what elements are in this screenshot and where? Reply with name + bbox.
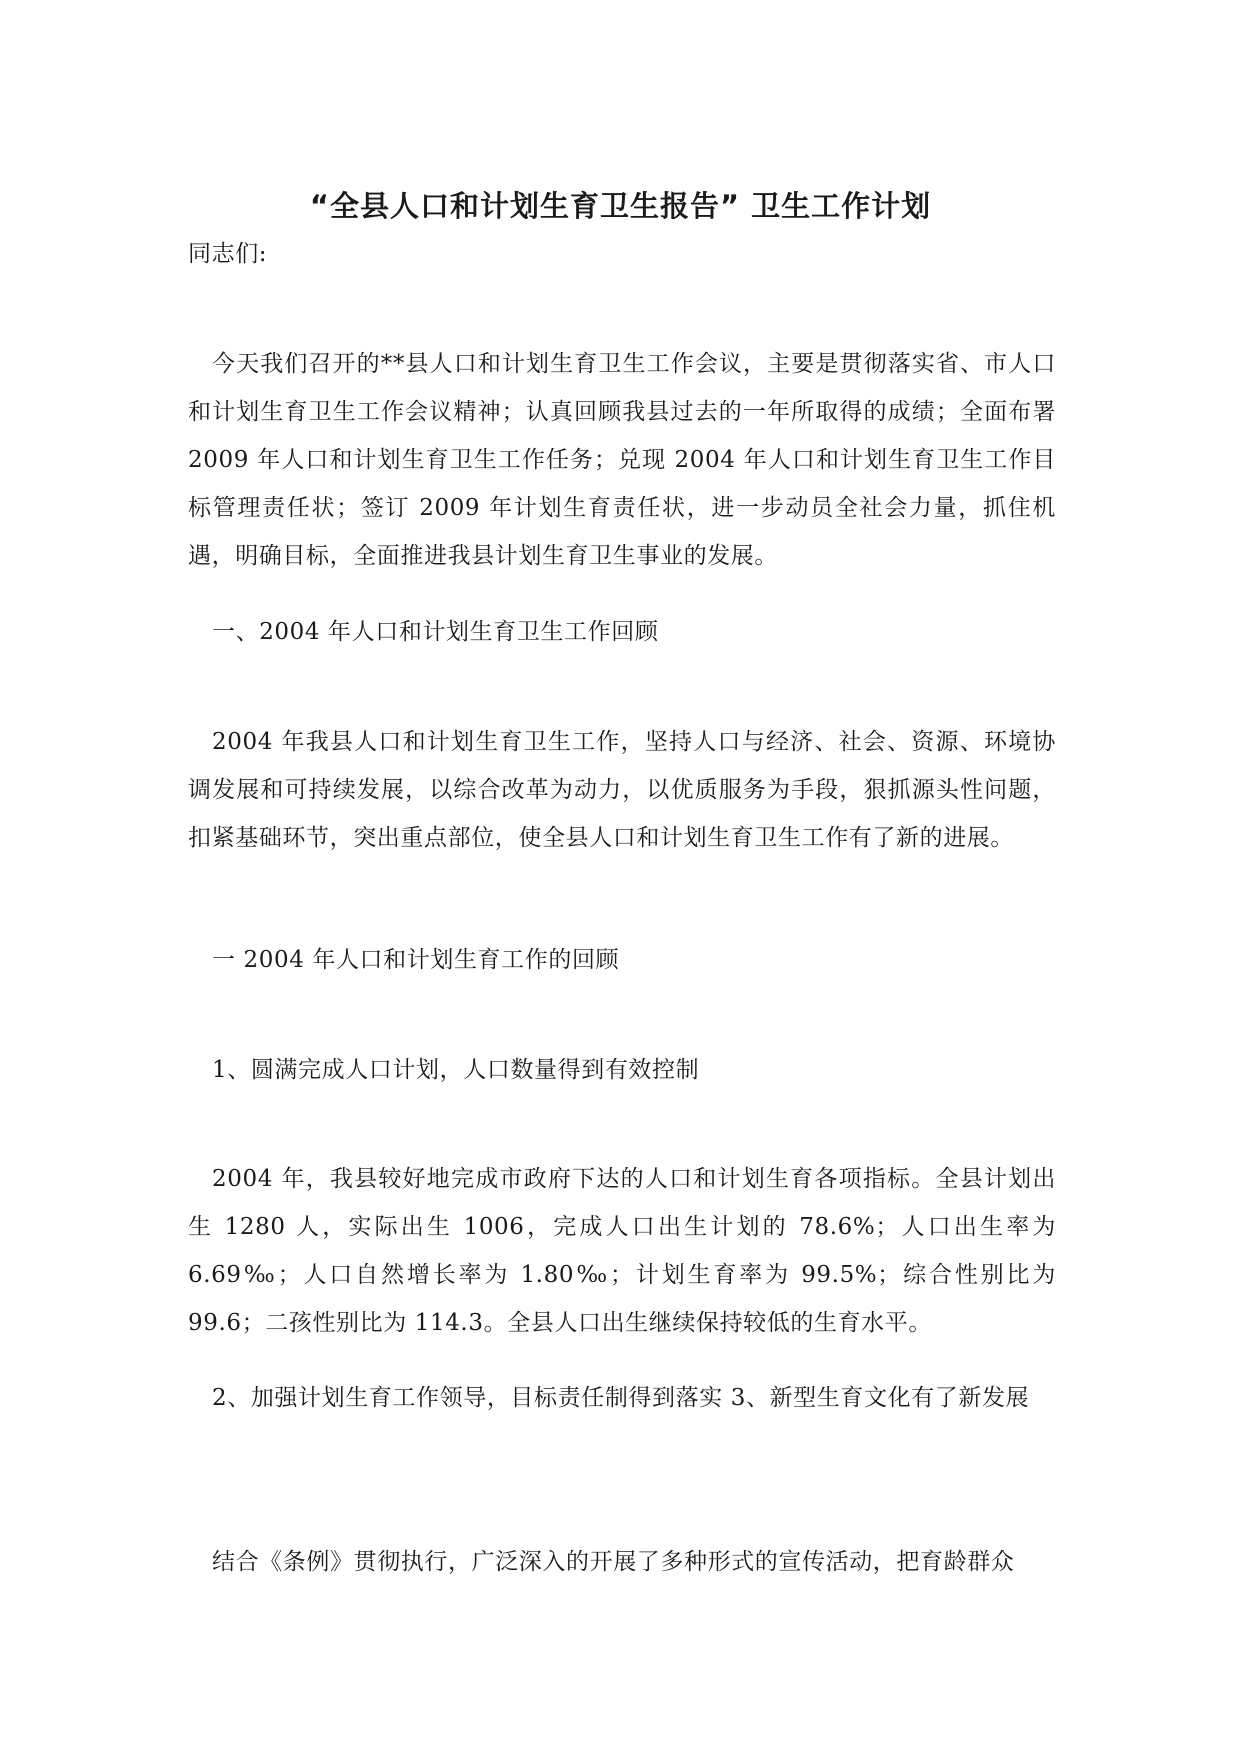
document-title: “全县人口和计划生育卫生报告” 卫生工作计划 — [309, 189, 932, 223]
salutation: 同志们: — [188, 241, 268, 267]
section-heading-review: 一、2004 年人口和计划生育卫生工作回顾 — [212, 619, 659, 645]
subsection-heading: 一 2004 年人口和计划生育工作的回顾 — [212, 947, 620, 973]
paragraph-propaganda: 结合《条例》贯彻执行，广泛深入的开展了多种形式的宣传活动，把育龄群众 — [212, 1549, 1015, 1575]
paragraph-intro: 今天我们召开的**县人口和计划生育卫生工作会议，主要是贯彻落实省、市人口和计划生育卫生工作会议精神；认真回顾我县过去的一年所取得的成绩；全面布署 2009 年人口和计划生育卫生工作任务；兑现 2004 年人口和计划生育卫生工作目标管理责任状；签订 2009 年计划生育责任状，进一步动员全社会力量，抓住机遇，明确目标，全面推进我县计划生育卫生事业的发展。 — [188, 351, 1056, 569]
item-heading-1: 1、圆满完成人口计划，人口数量得到有效控制 — [212, 1057, 700, 1083]
paragraph-review-summary: 2004 年我县人口和计划生育卫生工作，坚持人口与经济、社会、资源、环境协调发展和可持续发展，以综合改革为动力，以优质服务为手段，狠抓源头性问题，扣紧基础环节，突出重点部位，使全县人口和计划生育卫生工作有了新的进展。 — [188, 729, 1056, 851]
paragraph-statistics: 2004 年，我县较好地完成市政府下达的人口和计划生育各项指标。全县计划出生 1280 人，实际出生 1006，完成人口出生计划的 78.6%；人口出生率为 6.69‰；人口自然增长率为 1.80‰；计划生育率为 99.5%；综合性别比为 99.6；二孩性别比为 114.3。全县人口出生继续保持较低的生育水平。 — [188, 1166, 1056, 1336]
item-heading-2-3: 2、加强计划生育工作领导，目标责任制得到落实 3、新型生育文化有了新发展 — [212, 1385, 1030, 1411]
